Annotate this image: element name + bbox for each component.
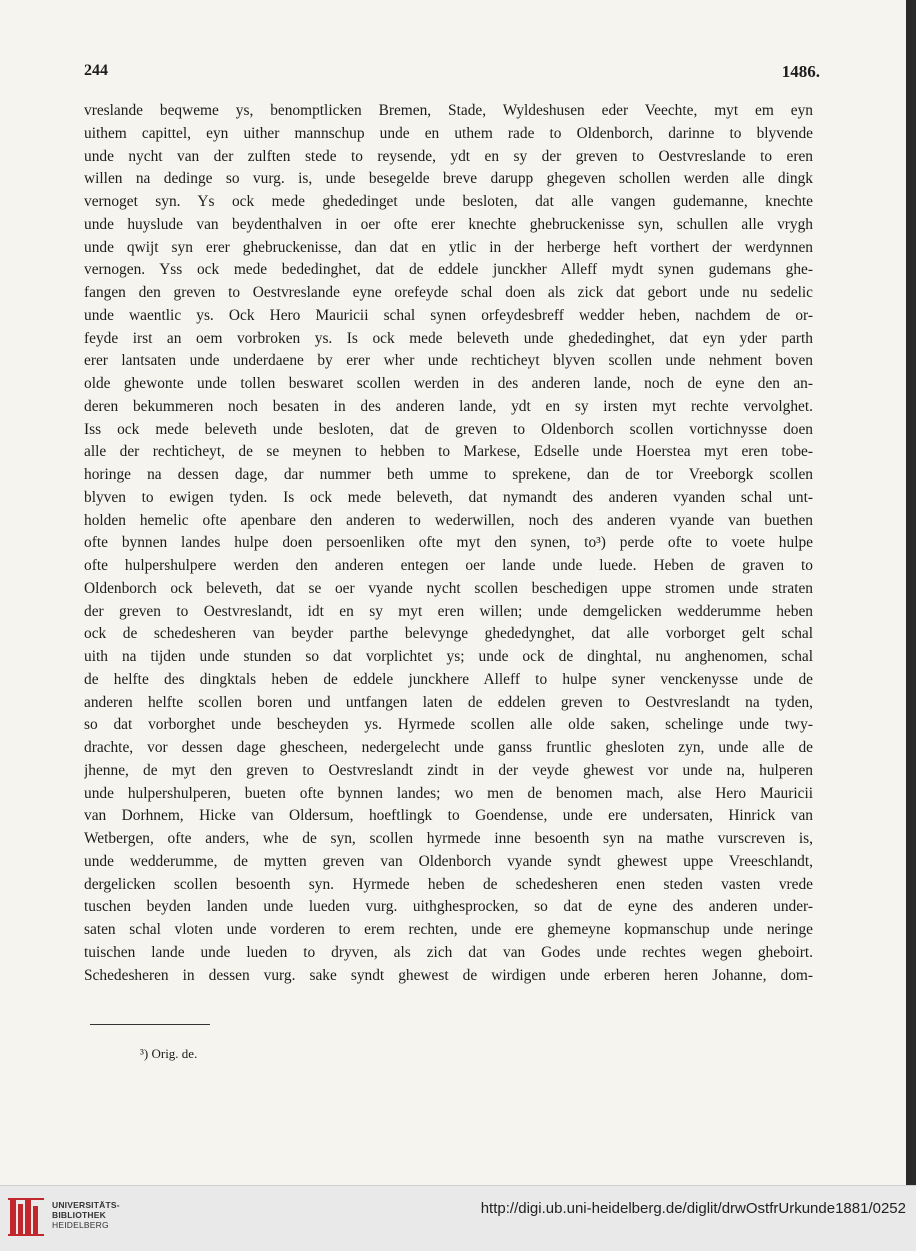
text-line: deren bekummeren noch besaten in des anderen lande, ydt en sy irsten myt rechte vervolghet. (84, 397, 813, 415)
body-text (84, 100, 813, 987)
text-line: ofte bynnen landes hulpe doen persoenliken ofte myt den synen, to³) perde ofte to voete hulpe (84, 534, 813, 552)
footnote-divider (90, 1024, 210, 1025)
scan-edge (906, 0, 916, 1185)
text-line: alle der rechticheyt, de se meynen to hebben to Markese, Edselle unde Hoerstea myt eren tobe- (84, 443, 813, 461)
text-line: uith na tijden unde stunden so dat vorplichtet ys; unde ock de dinghtal, nu anghenomen, schal (84, 648, 813, 665)
text-line: unde qwijt syn erer ghebruckenisse, dan dat en ytlic in der herberge heft vorthert der werdynnen (84, 238, 813, 256)
text-line: holden hemelic ofte apenbare den anderen to wederwillen, noch des anderen vyande van buethen (84, 511, 813, 529)
text-line: olde ghewonte unde tollen beswaret scollen werden in des anderen lande, noch de eyne den an- (84, 375, 813, 392)
text-line: unde waentlic ys. Ock Hero Mauricii schal synen orfeydesbreff wedder heben, nachdem de or- (84, 306, 813, 324)
footer-bar (0, 1185, 916, 1251)
year-heading: 1486. (781, 62, 820, 81)
text-line: so dat vorborghet unde bescheyden ys. Hyrmede scollen alle olde saken, schelinge unde twy- (84, 716, 813, 734)
page-header (84, 62, 820, 86)
text-line: de helfte des dingktals heben de eddele junckhere Alleff to hulpe syner venckenysse unde de (84, 670, 813, 688)
text-line: Oldenborch ock beleveth, dat se oer vyande nycht scollen beschedigen uppe stromen unde straten (84, 579, 813, 597)
text-line: anderen helfte scollen boren und untfangen laten de eddelen greven to Oestvreslandt na tyden, (84, 693, 813, 711)
text-line: Schedesheren in dessen vurg. sake syndt ghewest de wirdigen unde erberen heren Johanne, dom- (84, 966, 813, 984)
text-line: unde nycht van der zulften stede to reysende, ydt en sy der greven to Oestvreslande to eren (84, 147, 813, 165)
page-number: 244 (84, 62, 108, 79)
text-line: uithem capittel, eyn uither mannschup unde en uthem rade to Oldenborch, darinne to blyvende (84, 124, 813, 142)
text-line: Wetbergen, ofte anders, whe de syn, scollen hyrmede inne besoenth syn na mathe vurscreven is, (84, 830, 813, 847)
text-line: blyven to ewigen tyden. Is ock mede beleveth, dat nymandt des anderen vyanden schal unt- (84, 488, 813, 506)
text-line: ofte hulpershulpere werden den anderen entegen oer lande unde luede. Heben de graven to (84, 557, 813, 574)
library-name (52, 1200, 120, 1230)
text-line: unde wedderumme, de mytten greven van Oldenborch vyande syndt ghewest uppe Vreeschlandt, (84, 852, 813, 870)
text-line: willen na dedinge so vurg. is, unde besegelde breve darupp ghegeven schollen werden alle dingk (84, 170, 813, 188)
permalink-url[interactable]: http://digi.ub.uni-heidelberg.de/diglit/drwOstfrUrkunde1881/0252 (480, 1200, 906, 1217)
text-line: tuschen beyden landen unde lueden vurg. uithghesprocken, so dat de eyne des anderen under- (84, 898, 813, 916)
library-name-line2: BIBLIOTHEK (52, 1210, 106, 1220)
text-line: van Dorhnem, Hicke van Oldersum, hoeftlingk to Goendense, unde ere undersaten, Hinrick van (84, 807, 813, 825)
text-line: dergelicken scollen besoenth syn. Hyrmede heben de schedesheren enen steden vasten vrede (84, 875, 813, 893)
text-line: vernoget syn. Ys ock mede ghededinget unde besloten, dat alle vangen gudemanne, knechte (84, 193, 813, 210)
text-line: ock de schedesheren van beyder parthe belevynge ghededynghet, dat alle vorborget gelt schal (84, 625, 813, 643)
text-line: Iss ock mede beleveth unde besloten, dat de greven to Oldenborch scollen vortichnysse doen (84, 420, 813, 438)
text-line: unde huyslude van beydenthalven in oer ofte erer knechte ghebruckenisse syn, schullen alle vrygh (84, 215, 813, 233)
text-line: vernogen. Yss ock mede bededinghet, dat de eddele junckher Alleff mydt synen gudemans ghe- (84, 261, 813, 279)
text-line: vreslande beqweme ys, benomptlicken Bremen, Stade, Wyldeshusen eder Veechte, myt em eyn (84, 102, 813, 119)
text-line: saten schal vloten unde vorderen to erem rechten, unde ere ghemeyne kopmanschup unde neringe (84, 921, 813, 938)
text-line: drachte, vor dessen dage ghescheen, nedergelecht unde ganss fruntlic ghesloten zyn, unde alle de (84, 739, 813, 756)
library-name-line3: HEIDELBERG (52, 1220, 109, 1230)
text-line: fangen den greven to Oestvreslande eyne orefeyde schal doen als zick dat gebort unde nu sedelic (84, 284, 813, 301)
text-line: jhenne, de myt den greven to Oestvreslandt zindt in der veyde ghewest vor unde na, hulperen (84, 761, 813, 779)
text-line: erer lantsaten unde underdaene by erer wher unde rechticheyt blyven scollen unde nehment boven (84, 352, 813, 370)
text-line: unde hulpershulperen, bueten ofte bynnen landes; wo men de benomen mach, alse Hero Mauricii (84, 784, 813, 802)
text-line: horinge na dessen dage, dar nummer beth umme to sprekene, dan de tor Vreeborgk scollen (84, 466, 813, 483)
university-library-logo-icon (8, 1196, 44, 1238)
text-line: tuischen lande unde lueden to dryven, als zich dat van Godes unde rechtes wegen gheboirt. (84, 943, 813, 961)
text-line: feyde irst an oem vorbroken ys. Is ock mede beleveth unde ghededinghet, dat eyn yder parth (84, 329, 813, 347)
text-line: der greven to Oestvreslandt, idt en sy myt eren willen; unde demgelicken wedderumme heben (84, 602, 813, 620)
library-name-line1: UNIVERSITÄTS- (52, 1200, 120, 1210)
footnote: ³) Orig. de. (140, 1046, 198, 1061)
